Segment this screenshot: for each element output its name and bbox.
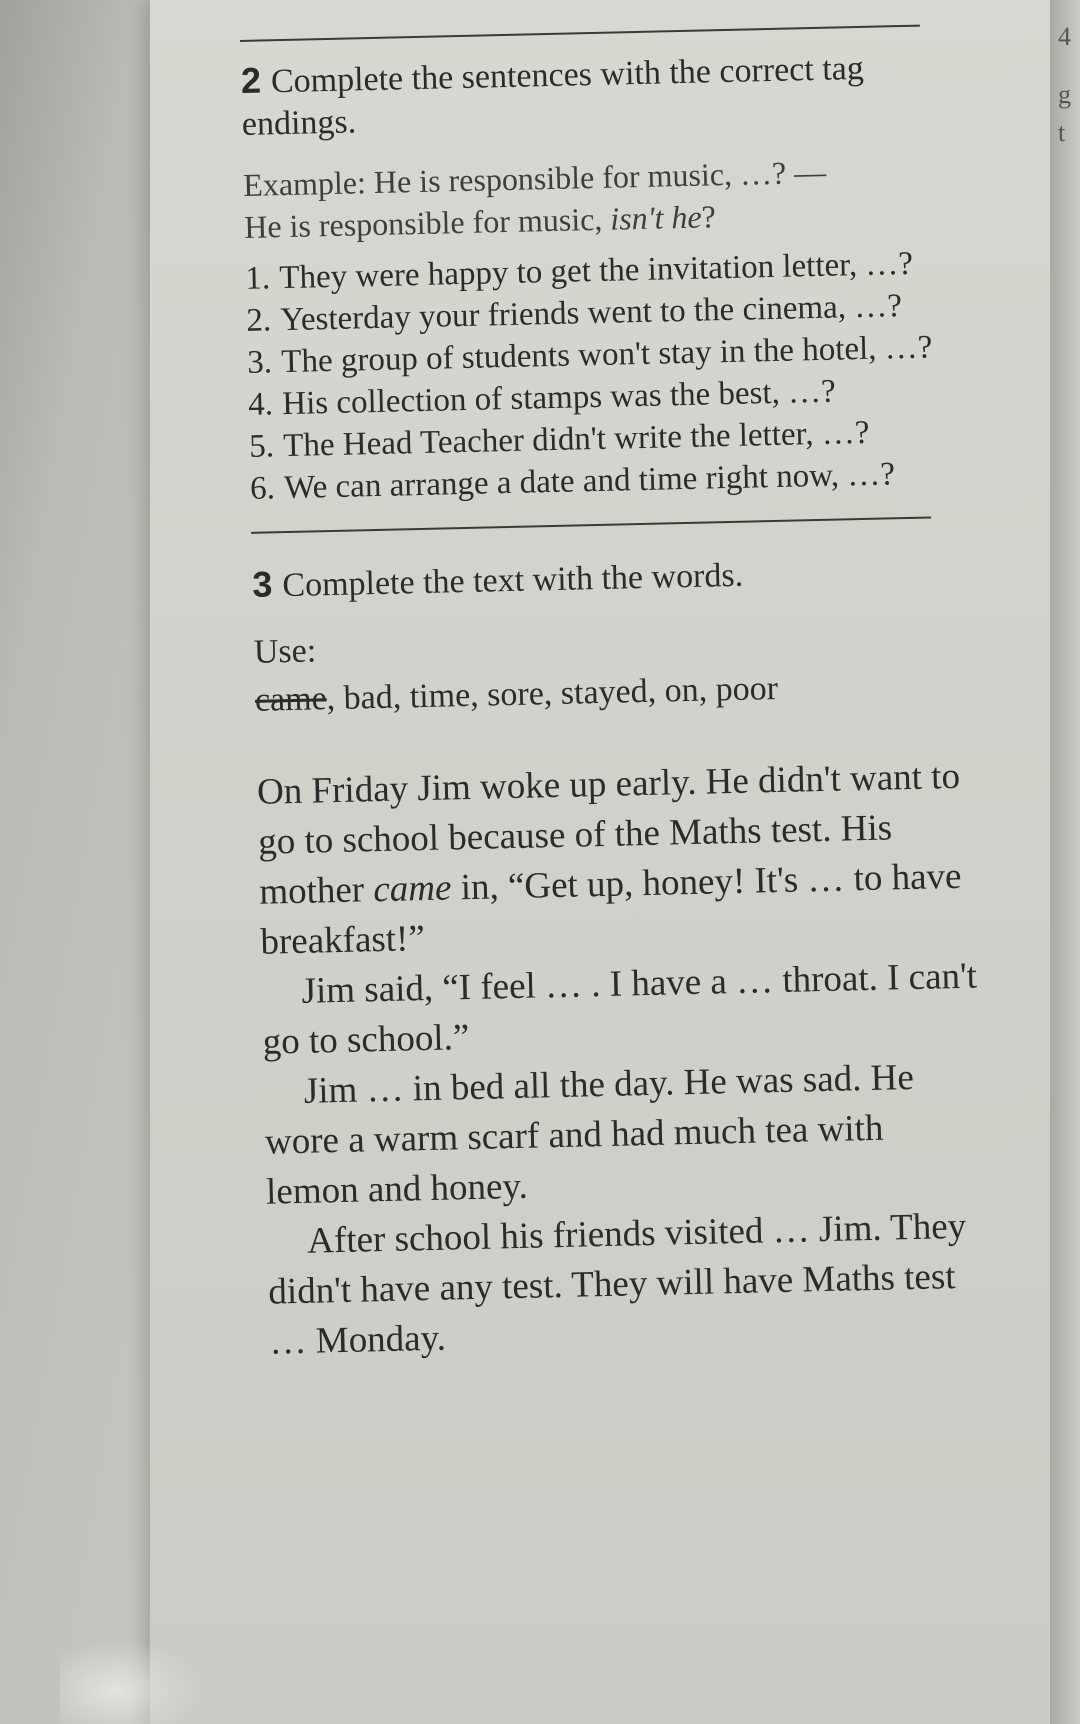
exercise-2 xyxy=(240,44,970,510)
exercise-number: 2 xyxy=(240,59,262,101)
item-text: His collection of stamps was the best, …? xyxy=(281,373,837,423)
exercise-3-heading xyxy=(252,548,973,608)
example-block xyxy=(243,148,965,248)
next-page-edge xyxy=(1050,0,1080,1724)
item-text: The group of students won't stay in the hotel, …? xyxy=(280,329,933,381)
light-glare xyxy=(60,1640,200,1724)
example-answer-mark: ? xyxy=(701,198,717,235)
item-text: The Head Teacher didn't write the letter, …? xyxy=(282,414,870,465)
example-answer-text: He is responsible for music, xyxy=(243,200,611,245)
exercise-instruction: Complete the sentences with the correct tag endings. xyxy=(241,49,865,143)
item-number: 1. xyxy=(245,260,271,297)
item-number: 6. xyxy=(249,470,276,507)
section-divider xyxy=(251,516,931,533)
story-text xyxy=(257,751,990,1367)
item-number: 4. xyxy=(247,386,274,423)
exercise-instruction: Complete the text with the words. xyxy=(282,556,744,605)
item-text: We can arrange a date and time right now, …? xyxy=(283,456,896,507)
item-number: 2. xyxy=(245,302,272,339)
word-bank xyxy=(254,662,975,724)
story-paragraph: After school his friends visited … Jim. They didn't have any test. They will have Maths test … Monday. xyxy=(267,1205,967,1363)
page-content xyxy=(240,24,990,1368)
story-text-run: On Friday Jim woke up early. He didn't want to go to school because of the Maths test. His mother xyxy=(256,755,961,913)
item-text: Yesterday your friends went to the cinema, …? xyxy=(279,288,903,339)
exercise-2-heading xyxy=(240,44,962,146)
edge-glyph: g xyxy=(1058,80,1071,109)
item-text: They were happy to get the invitation letter, …? xyxy=(279,245,914,297)
item-number: 5. xyxy=(248,428,275,465)
exercise-3 xyxy=(252,548,990,1368)
edge-glyph: t xyxy=(1058,118,1066,147)
word-bank-words: , bad, time, sore, stayed, on, poor xyxy=(326,669,779,718)
story-example-word: came xyxy=(372,867,452,911)
story-text-run: in, “Get up, honey! It's … to have breakfast!” xyxy=(260,855,962,963)
example-answer-tag: isn't he xyxy=(609,198,702,237)
use-label: Use: xyxy=(253,632,317,671)
exercise-number: 3 xyxy=(251,563,273,605)
struck-word: came xyxy=(254,680,328,719)
story-paragraph: Jim said, “I feel … . I have a … throat. I can't go to school.” xyxy=(262,955,978,1063)
story-paragraph: Jim … in bed all the day. He was sad. He wore a warm scarf and had much tea with lemon and honey. xyxy=(264,1056,915,1213)
example-question: Example: He is responsible for music, …? — xyxy=(242,153,827,203)
exercise-2-items xyxy=(245,242,971,510)
item-number: 3. xyxy=(246,344,273,381)
story-paragraph xyxy=(257,751,981,967)
edge-glyph: 4 xyxy=(1058,22,1071,51)
